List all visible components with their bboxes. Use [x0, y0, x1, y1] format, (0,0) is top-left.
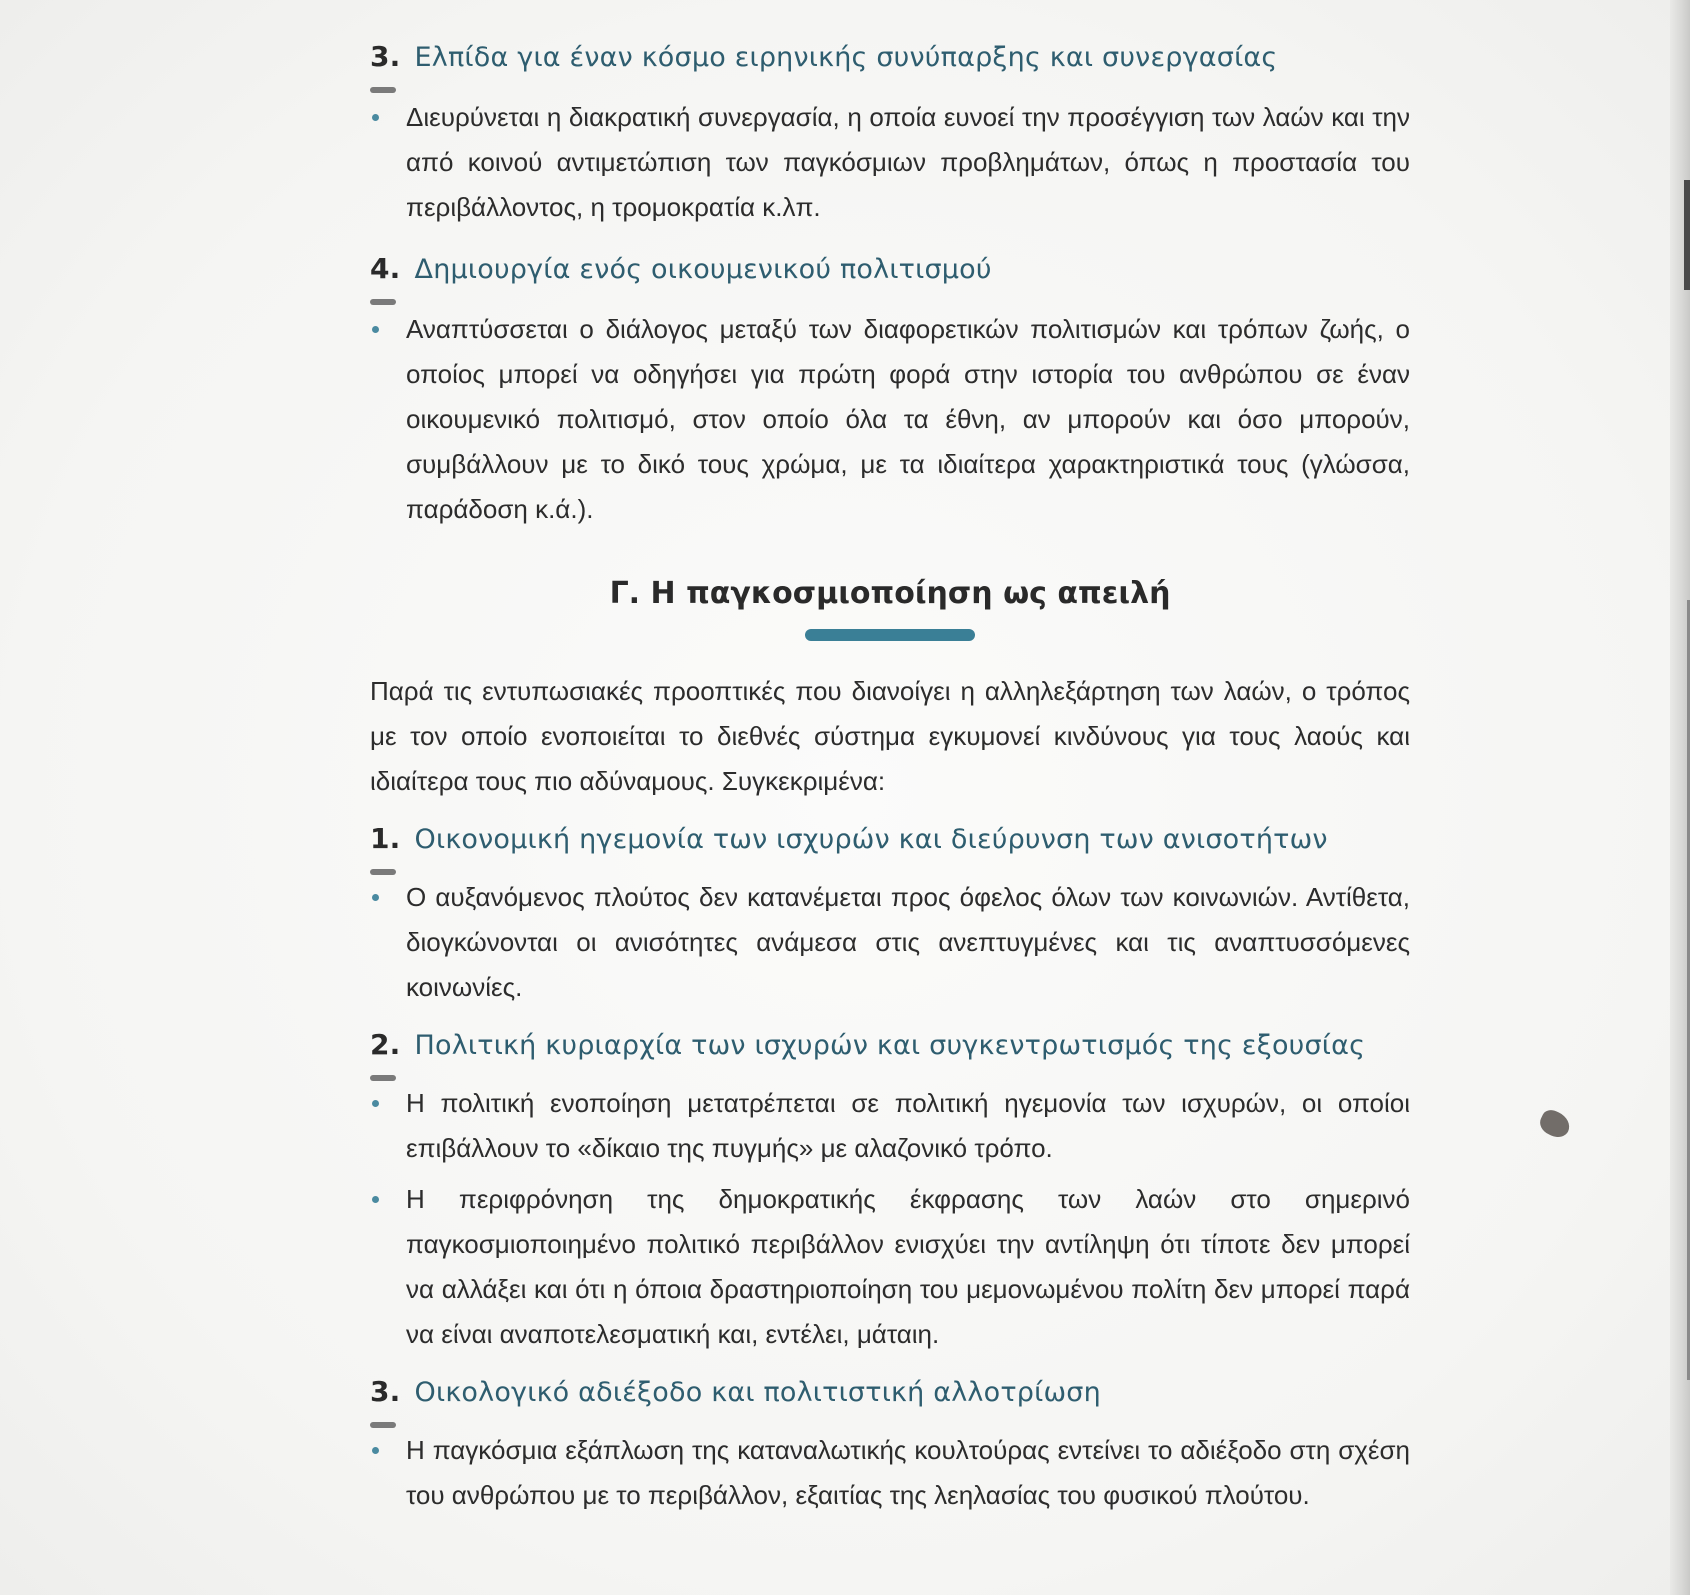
section-heading	[370, 822, 1410, 855]
section-number: 4.	[370, 252, 401, 285]
list-item	[370, 1081, 1410, 1171]
heading-underline	[370, 299, 396, 305]
threat-section-3	[370, 1375, 1410, 1518]
document-body	[370, 30, 1410, 1518]
section-number: 3.	[370, 40, 401, 73]
chapter-title-bar	[805, 629, 975, 641]
book-spine-edge	[1670, 0, 1690, 1595]
bullet-text: Η περιφρόνηση της δημοκρατικής έκφρασης των λαών στο σημερινό παγκοσμιοποιημένο πολιτικό περιβάλλον ενισχύει την αντίληψη ότι τίποτε δεν μπορεί να αλλάξει και ότι η όποια δραστηριοποίηση του μεμονωμένου πολίτη δεν μπορεί παρά να είναι αναποτελεσματική και, εντέλει, μάταιη.	[406, 1184, 1410, 1349]
bullet-list	[370, 1428, 1410, 1518]
section-number: 3.	[370, 1375, 401, 1408]
bullet-list	[370, 95, 1410, 230]
section-3	[370, 40, 1410, 230]
section-heading-text: Δημιουργία ενός οικουμενικού πολιτισμού	[414, 254, 992, 285]
bullet-dot-icon	[372, 1447, 379, 1454]
section-4	[370, 252, 1410, 532]
bullet-dot-icon	[372, 114, 379, 121]
section-number: 2.	[370, 1028, 401, 1061]
bullet-list	[370, 875, 1410, 1010]
chapter-title: Γ. Η παγκοσμιοποίηση ως απειλή	[609, 576, 1171, 611]
section-heading-text: Πολιτική κυριαρχία των ισχυρών και συγκεντρωτισμός της εξουσίας	[414, 1030, 1366, 1061]
bullet-dot-icon	[372, 894, 379, 901]
bullet-text: Η πολιτική ενοποίηση μετατρέπεται σε πολιτική ηγεμονία των ισχυρών, οι οποίοι επιβάλλουν το «δίκαιο της πυγμής» με αλαζονικό τρόπο.	[406, 1088, 1410, 1163]
bullet-dot-icon	[372, 326, 379, 333]
list-item	[370, 875, 1410, 1010]
threat-section-1	[370, 822, 1410, 1010]
spine-mark	[1684, 180, 1690, 290]
section-heading-text: Οικολογικό αδιέξοδο και πολιτιστική αλλοτρίωση	[414, 1377, 1101, 1408]
bullet-text: Η παγκόσμια εξάπλωση της καταναλωτικής κουλτούρας εντείνει το αδιέξοδο στη σχέση του ανθρώπου με το περιβάλλον, εξαιτίας της λεηλασίας του φυσικού πλούτου.	[406, 1435, 1410, 1510]
bullet-text: Ο αυξανόμενος πλούτος δεν κατανέμεται προς όφελος όλων των κοινωνιών. Αντίθετα, διογκώνονται οι ανισότητες ανάμεσα στις ανεπτυγμένες και τις αναπτυσσόμενες κοινωνίες.	[406, 882, 1410, 1002]
section-heading	[370, 1375, 1410, 1408]
bullet-list	[370, 1081, 1410, 1357]
section-heading	[370, 1028, 1410, 1061]
list-item	[370, 307, 1410, 532]
heading-underline	[370, 87, 396, 93]
section-heading-text: Ελπίδα για έναν κόσμο ειρηνικής συνύπαρξης και συνεργασίας	[414, 42, 1278, 73]
bullet-dot-icon	[372, 1196, 379, 1203]
bullet-text: Αναπτύσσεται ο διάλογος μεταξύ των διαφορετικών πολιτισμών και τρόπων ζωής, ο οποίος μπορεί να οδηγήσει για πρώτη φορά στην ιστορία του ανθρώπου σε έναν οικουμενικό πολιτισμό, στον οποίο όλα τα έθνη, αν μπορούν και όσο μπορούν, συμβάλλουν με το δικό τους χρώμα, με τα ιδιαίτερα χαρακτηριστικά τους (γλώσσα, παράδοση κ.ά.).	[406, 314, 1410, 524]
section-heading	[370, 40, 1410, 73]
list-item	[370, 1428, 1410, 1518]
threat-section-2	[370, 1028, 1410, 1357]
section-number: 1.	[370, 822, 401, 855]
list-item	[370, 1177, 1410, 1357]
bullet-list	[370, 307, 1410, 532]
bullet-dot-icon	[372, 1100, 379, 1107]
section-heading	[370, 252, 1410, 285]
chapter-g	[370, 576, 1410, 1518]
list-item	[370, 95, 1410, 230]
bullet-text: Διευρύνεται η διακρατική συνεργασία, η οποία ευνοεί την προσέγγιση των λαών και την από κοινού αντιμετώπιση των παγκόσμιων προβλημάτων, όπως η προστασία του περιβάλλοντος, η τρομοκρατία κ.λπ.	[406, 102, 1410, 222]
section-heading-text: Οικονομική ηγεμονία των ισχυρών και διεύρυνση των ανισοτήτων	[414, 824, 1328, 855]
chapter-intro: Παρά τις εντυπωσιακές προοπτικές που διανοίγει η αλληλεξάρτηση των λαών, ο τρόπος με τον οποίο ενοποιείται το διεθνές σύστημα εγκυμονεί κινδύνους για τους λαούς και ιδιαίτερα τους πιο αδύναμους. Συγκεκριμένα:	[370, 676, 1410, 796]
